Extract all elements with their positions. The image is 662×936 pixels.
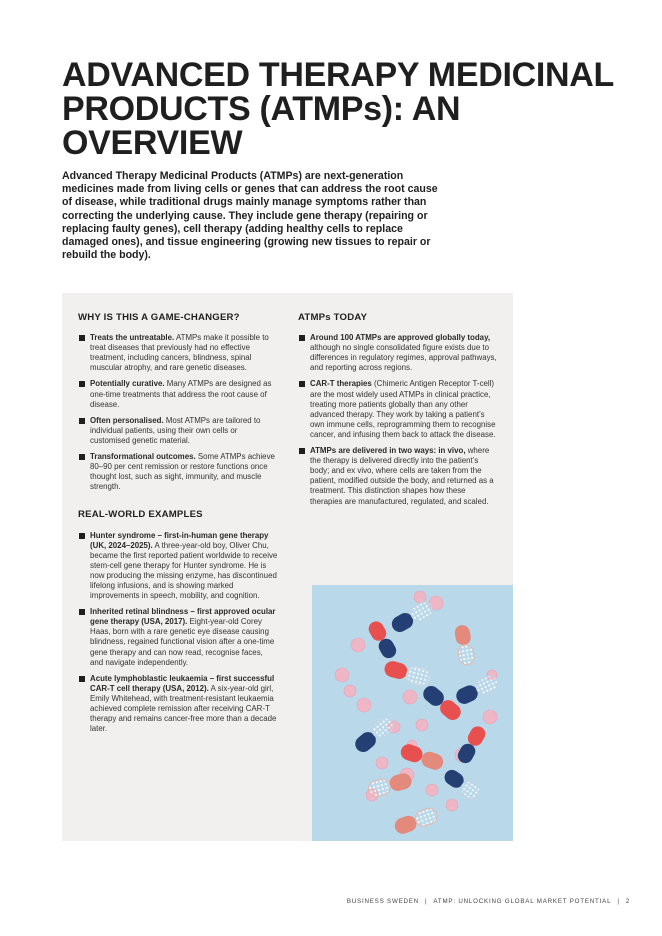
square-bullet-icon bbox=[79, 454, 85, 460]
page-title: ADVANCED THERAPY MEDICINAL PRODUCTS (ATMPs): AN OVERVIEW bbox=[62, 56, 614, 162]
item-lead: Treats the untreatable. bbox=[90, 333, 175, 343]
square-bullet-icon bbox=[299, 381, 305, 387]
list-item bbox=[78, 531, 278, 602]
examples-list bbox=[78, 531, 278, 735]
page-footer bbox=[347, 898, 630, 905]
footer-separator: | bbox=[617, 898, 620, 905]
pills-illustration bbox=[312, 585, 513, 841]
right-column bbox=[298, 313, 498, 513]
intro-paragraph: Advanced Therapy Medicinal Products (ATMPs) are next-generation medicines made from living cells or genes that can address the root cause of disease, while traditional drugs mainly manage symptoms rather than correcting the underlying cause. They include gene therapy (repairing or replacing faulty genes), cell therapy (adding healthy cells to replace damaged ones), and tissue engineering (growing new tissues to repair or rebuild the body). bbox=[62, 170, 438, 262]
item-text: A six-year-old girl, Emily Whitehead, with treatment-resistant leukaemia achieved complete remission after receiving CAR-T therapy and remains cancer-free more than a decade later. bbox=[90, 683, 277, 734]
pills-photo bbox=[312, 585, 513, 841]
item-lead: Transformational outcomes. bbox=[90, 452, 196, 462]
list-item bbox=[78, 452, 278, 492]
footer-doc-title: ATMP: UNLOCKING GLOBAL MARKET POTENTIAL bbox=[433, 898, 612, 905]
item-text: Most ATMPs are tailored to individual patients, using their own cells or customised genetic material. bbox=[90, 415, 261, 445]
item-text: ATMPs make it possible to treat diseases that previously had no effective treatment, including cancers, blindness, spinal muscular atrophy, and rare genetic diseases. bbox=[90, 333, 269, 373]
list-item bbox=[78, 379, 278, 409]
footer-separator: | bbox=[425, 898, 428, 905]
square-bullet-icon bbox=[299, 335, 305, 341]
item-lead: Acute lymphoblastic leukaemia – first successful CAR-T cell therapy (USA, 2012). bbox=[90, 673, 275, 693]
game-changer-heading: WHY IS THIS A GAME-CHANGER? bbox=[78, 312, 240, 323]
item-text: although no single consolidated figure exists due to differences in regulatory regimes, approval pathways, and reporting across regions. bbox=[310, 343, 497, 373]
item-lead: ATMPs are delivered in two ways: in vivo, bbox=[310, 446, 466, 456]
list-item bbox=[78, 607, 278, 668]
square-bullet-icon bbox=[299, 448, 305, 454]
atmps-today-list bbox=[298, 333, 498, 507]
item-lead: Often personalised. bbox=[90, 415, 164, 425]
game-changer-list bbox=[78, 333, 278, 492]
footer-org: BUSINESS SWEDEN bbox=[346, 898, 419, 905]
item-text: Some ATMPs achieve 80–90 per cent remission or restore functions once thought lost, such as sight, immunity, and muscle strength. bbox=[90, 452, 275, 492]
list-item bbox=[298, 379, 498, 440]
item-text: Eight-year-old Corey Haas, born with a rare genetic eye disease causing blindness, regained functional vision after a one-time gene therapy and can now read, recognise faces, and navigate independently. bbox=[90, 617, 275, 667]
item-lead: CAR-T therapies bbox=[310, 379, 372, 389]
list-item bbox=[78, 333, 278, 373]
item-lead: Inherited retinal blindness – first approved ocular gene therapy (USA, 2017). bbox=[90, 607, 276, 627]
list-item bbox=[78, 674, 278, 735]
list-item bbox=[78, 416, 278, 446]
atmps-today-heading: ATMPs TODAY bbox=[298, 312, 368, 323]
list-item bbox=[298, 333, 498, 373]
square-bullet-icon bbox=[79, 533, 85, 539]
square-bullet-icon bbox=[79, 381, 85, 387]
square-bullet-icon bbox=[79, 418, 85, 424]
square-bullet-icon bbox=[79, 676, 85, 682]
left-column bbox=[78, 313, 278, 740]
item-text: Many ATMPs are designed as one-time treatments that address the root cause of disease. bbox=[90, 379, 272, 409]
square-bullet-icon bbox=[79, 335, 85, 341]
page-number: 2 bbox=[625, 898, 630, 905]
list-item bbox=[298, 446, 498, 507]
item-text: where the therapy is delivered directly into the patient’s body; and ex vivo, where cells are taken from the patient, modified outside the body, and returned as a treatment. This distinction shapes how these therapies are manufactured, regulated, and scaled. bbox=[310, 446, 494, 506]
item-text: (Chimeric Antigen Receptor T-cell) are the most widely used ATMPs in clinical practice, treating more patients globally than any other advanced therapy. They work by taking a patient’s own immune cells, reprogramming them to recognise cancer, and infusing them back to attack the disease. bbox=[310, 379, 496, 439]
item-lead: Hunter syndrome – first-in-human gene therapy (UK, 2024–2025). bbox=[90, 530, 269, 550]
square-bullet-icon bbox=[79, 609, 85, 615]
item-lead: Potentially curative. bbox=[90, 379, 165, 389]
item-lead: Around 100 ATMPs are approved globally today, bbox=[310, 333, 491, 343]
item-text: A three-year-old boy, Oliver Chu, became the first reported patient worldwide to receive stem-cell gene therapy for Hunter syndrome. He is now producing the missing enzyme, has discontinued lifelong infusions, and is showing marked improvements in speech, mobility, and cognition. bbox=[90, 540, 278, 601]
examples-heading: REAL-WORLD EXAMPLES bbox=[78, 509, 203, 521]
